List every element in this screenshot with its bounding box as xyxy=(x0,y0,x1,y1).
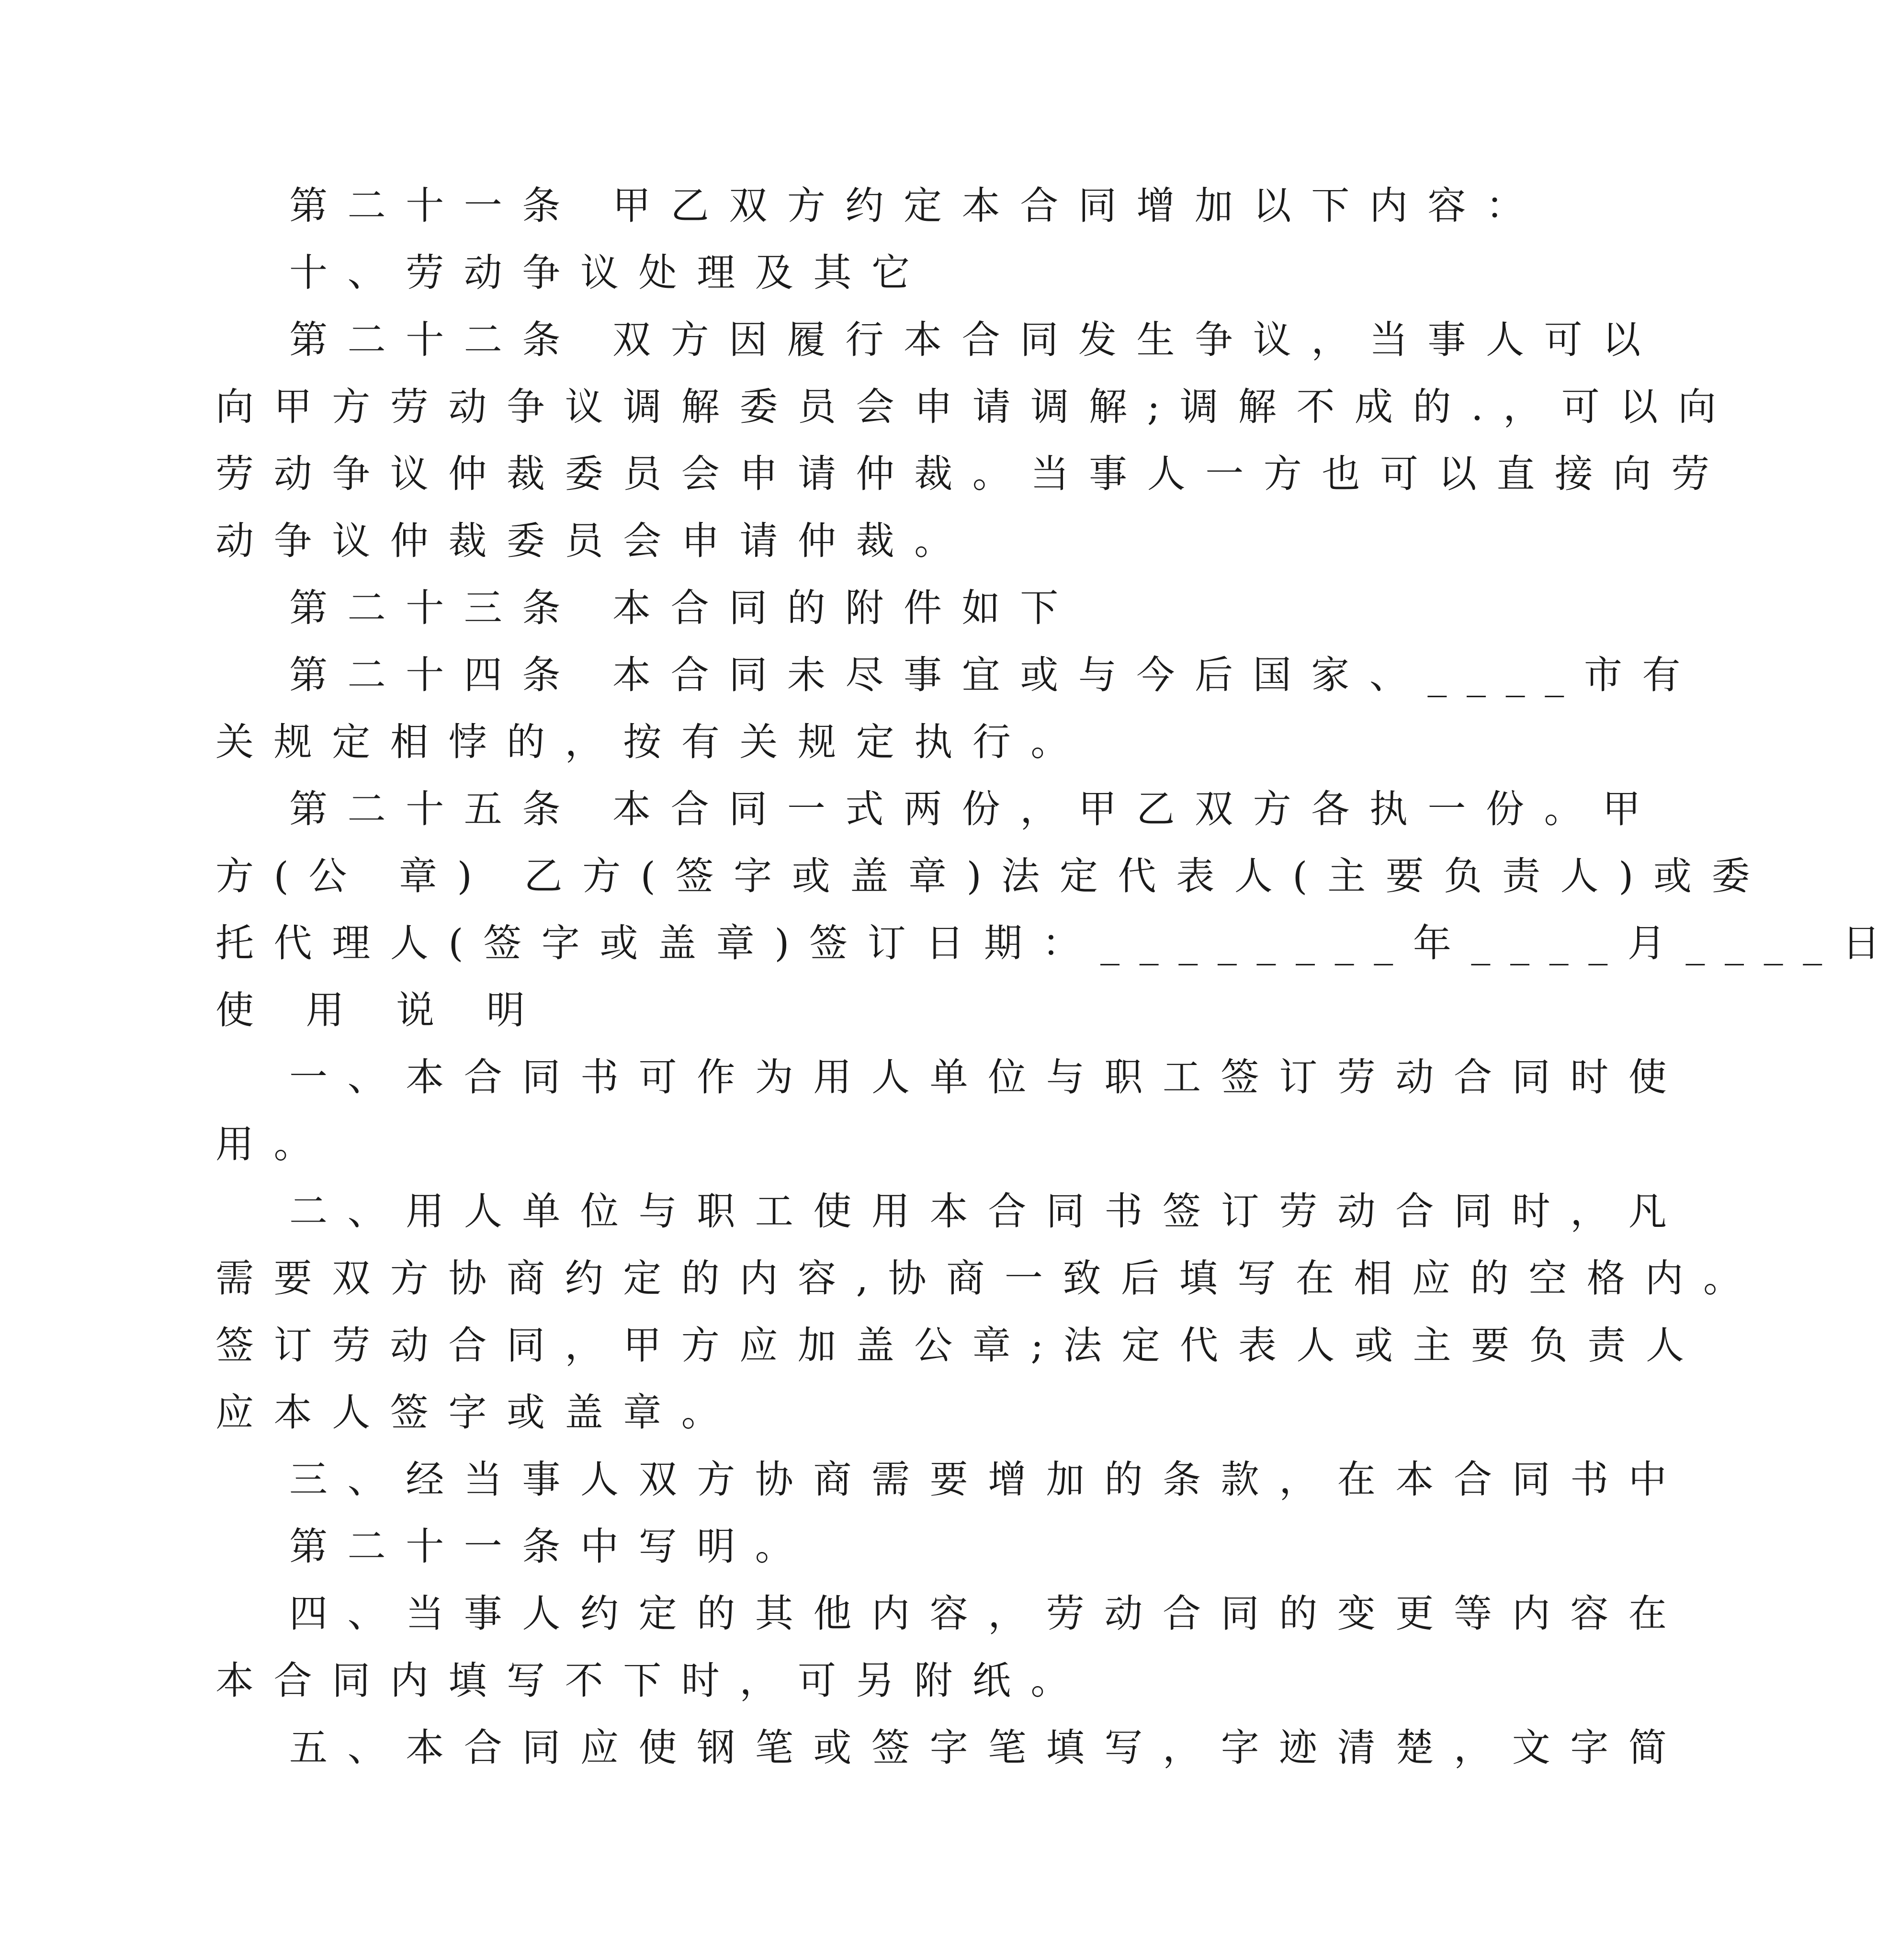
instruction-3-line-2: 第二十一条中写明。 xyxy=(289,1524,814,1569)
instruction-2-line-4: 应本人签字或盖章。 xyxy=(215,1390,740,1435)
usage-instructions-heading: 使 用 说 明 xyxy=(215,988,545,1032)
clause-25-line-1: 第二十五条 本合同一式两份，甲乙双方各执一份。甲 xyxy=(289,787,1661,831)
instruction-5-line-1: 五、本合同应使钢笔或签字笔填写，字迹清楚，文字简 xyxy=(289,1725,1687,1770)
clause-24-line-1: 第二十四条 本合同未尽事宜或与今后国家、____市有 xyxy=(289,653,1701,697)
clause-22-line-4: 动争议仲裁委员会申请仲裁。 xyxy=(215,519,973,563)
section-10-heading: 十、劳动争议处理及其它 xyxy=(289,250,930,295)
clause-25-line-3: 托代理人(签字或盖章)签订日期：________年____月____日 xyxy=(215,921,1900,965)
clause-21-line: 第二十一条 甲乙双方约定本合同增加以下内容： xyxy=(289,183,1544,228)
clause-22-line-2: 向甲方劳动争议调解委员会申请调解;调解不成的.，可以向 xyxy=(215,385,1736,429)
instruction-2-line-1: 二、用人单位与职工使用本合同书签订劳动合同时，凡 xyxy=(289,1189,1687,1234)
clause-22-line-3: 劳动争议仲裁委员会申请仲裁。当事人一方也可以直接向劳 xyxy=(215,452,1730,496)
instruction-2-line-3: 签订劳动合同，甲方应加盖公章;法定代表人或主要负责人 xyxy=(215,1323,1704,1368)
clause-23-line: 第二十三条 本合同的附件如下 xyxy=(289,586,1078,630)
clause-25-line-2: 方(公 章) 乙方(签字或盖章)法定代表人(主要负责人)或委 xyxy=(215,854,1770,898)
clause-22-line-1: 第二十二条 双方因履行本合同发生争议，当事人可以 xyxy=(289,317,1661,362)
clause-24-line-2: 关规定相悖的，按有关规定执行。 xyxy=(215,720,1089,764)
instruction-2-line-2: 需要双方协商约定的内容,协商一致后填写在相应的空格内。 xyxy=(215,1256,1762,1301)
instruction-1-line-2: 用。 xyxy=(215,1122,332,1167)
document-body xyxy=(215,172,1900,1781)
instruction-3-line-1: 三、经当事人双方协商需要增加的条款，在本合同书中 xyxy=(289,1457,1687,1502)
instruction-4-line-1: 四、当事人约定的其他内容，劳动合同的变更等内容在 xyxy=(289,1591,1687,1636)
instruction-4-line-2: 本合同内填写不下时，可另附纸。 xyxy=(215,1658,1089,1703)
instruction-1-line-1: 一、本合同书可作为用人单位与职工签订劳动合同时使 xyxy=(289,1055,1687,1099)
